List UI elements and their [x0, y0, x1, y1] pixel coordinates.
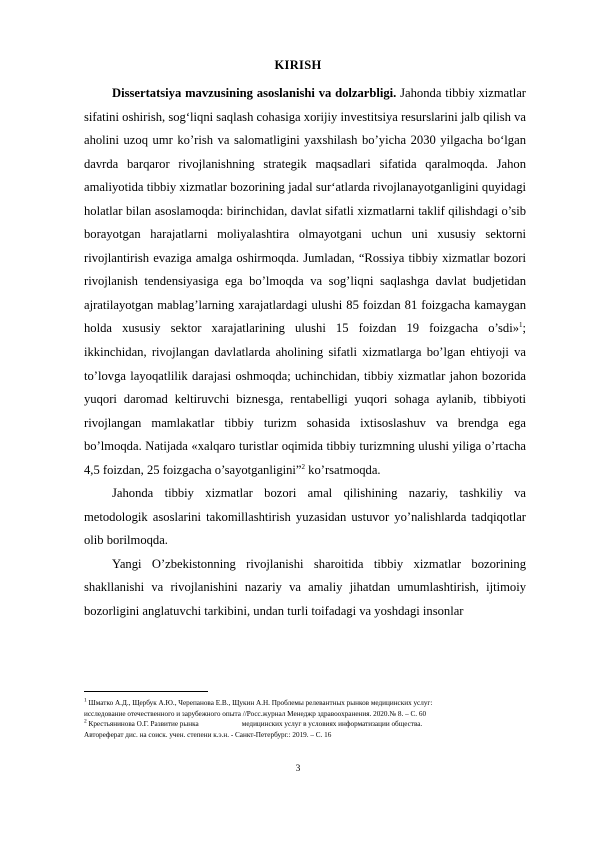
footnote-1-line-2: исследование отечественного и зарубежного опыта //Росс.журнал Менеджр здравоохранения. 2020.№ 8. – С. 60 — [84, 709, 427, 718]
footnote-number: 1 — [84, 697, 87, 704]
footnote-1 — [84, 698, 544, 719]
footnote-number: 2 — [84, 718, 87, 725]
footnote-2 — [84, 719, 544, 740]
footnote-separator — [84, 691, 208, 692]
paragraph-1-text-c: ko’rsatmoqda. — [305, 462, 381, 477]
page-title: KIRISH — [274, 58, 322, 72]
footnote-ref-2[interactable]: 2 — [301, 462, 306, 471]
paragraph-heading: Dissertatsiya mavzusining asoslanishi va dolzarbligi. — [112, 86, 397, 100]
paragraph-1-text-b: ; ikkinchidan, rivojlangan davlatlarda aholining sifatli xizmatlarga bo’lgan ehtiyoji va to’lovga layoqatlilik darajasi oshmoqda; uchinchidan, tibbiy xizmatlar jahon bozorida yuqori daromad keltiruvchi biznesga, rentabelligi yuqori sohaga aylanib, tibbiyoti rivojlangan mamlakatlar tibbiy turizm sohasida ixtisoslashuv va brendga ega bo’lmoqda. Natijada «xalqaro turistlar oqimida tibbiy turizmning ulushi yiliga o’rtacha 4,5 foizdan, 25 foizgacha o’sayotganligini” — [84, 321, 526, 477]
paragraph-1-text-a: Jahonda tibbiy xizmatlar sifatini oshirish, sog‘liqni saqlash cohasiga xorijiy investitsiya resurslarini jalb qilish va aholini uzoq umr ko’rish va salomatligini yaxshilash bo’yicha 2030 yilgacha bo‘lgan davrda barqaror rivojlanishning strategik maqsadlari sifatida qaralmoqda. Jahon amaliyotida tibbiy xizmatlar bozorining jadal sur‘atlarda rivojlanayotganligini quyidagi holatlar bilan asoslamoqda: birinchidan, davlat sifatli xizmatlarni taklif qilishdagi o’sib borayotgan harajatlarni moliyalashtira olmayotgani uchun uni xususiy sektorni rivojlantirish evaziga amalga oshirmoqda. Jumladan, “Rossiya tibbiy xizmatlar bozori rivojlanish tendensiyasiga ega bo’lmoqda va sog’liqni saqlashga davlat budjetidan ajratilayotgan mablag’larning xarajatlardagi ulushi 85 foizdan 81 foizgacha kamaygan holda xususiy sektor xarajatlarining ulushi 15 foizdan 19 foizgacha o’sdi» — [84, 86, 526, 336]
paragraph-1 — [84, 82, 526, 482]
paragraph-3: Yangi O’zbekistonning rivojlanishi sharoitida tibbiy xizmatlar bozorining shakllanishi va rivojlanishini nazariy va amaliy jihatdan umumlashtirish, ijtimoiy bozorligini anglatuvchi tarkibini, undan turli toifadagi va yoshdagi insonlar — [84, 556, 526, 619]
paragraph-2: Jahonda tibbiy xizmatlar bozori amal qilishining nazariy, tashkiliy va metodologik asoslarini takomillashtirish yuzasidan ustuvor yo’nalishlarda tadqiqotlar olib borilmoqda. — [84, 486, 526, 548]
footnote-ref-1[interactable]: 1 — [519, 321, 523, 330]
footnote-1-line-1: Шматко А.Д., Щербук А.Ю., Черепанова Е.В., Щукин А.Н. Проблемы релевантных рынков медицинских услуг: — [86, 699, 433, 707]
page-number: 3 — [295, 764, 301, 774]
footnote-2-line-2: Автореферат дис. на соиск. учен. степени к.э.н. - Санкт-Петербург.: 2019. – С. 16 — [84, 730, 332, 739]
body-text — [84, 82, 526, 624]
footnote-2-line-1: Крестьянинова О.Г. Развитие рынка медицинских услуг в условиях информатизации общества. — [86, 720, 423, 729]
footnotes — [84, 698, 544, 740]
